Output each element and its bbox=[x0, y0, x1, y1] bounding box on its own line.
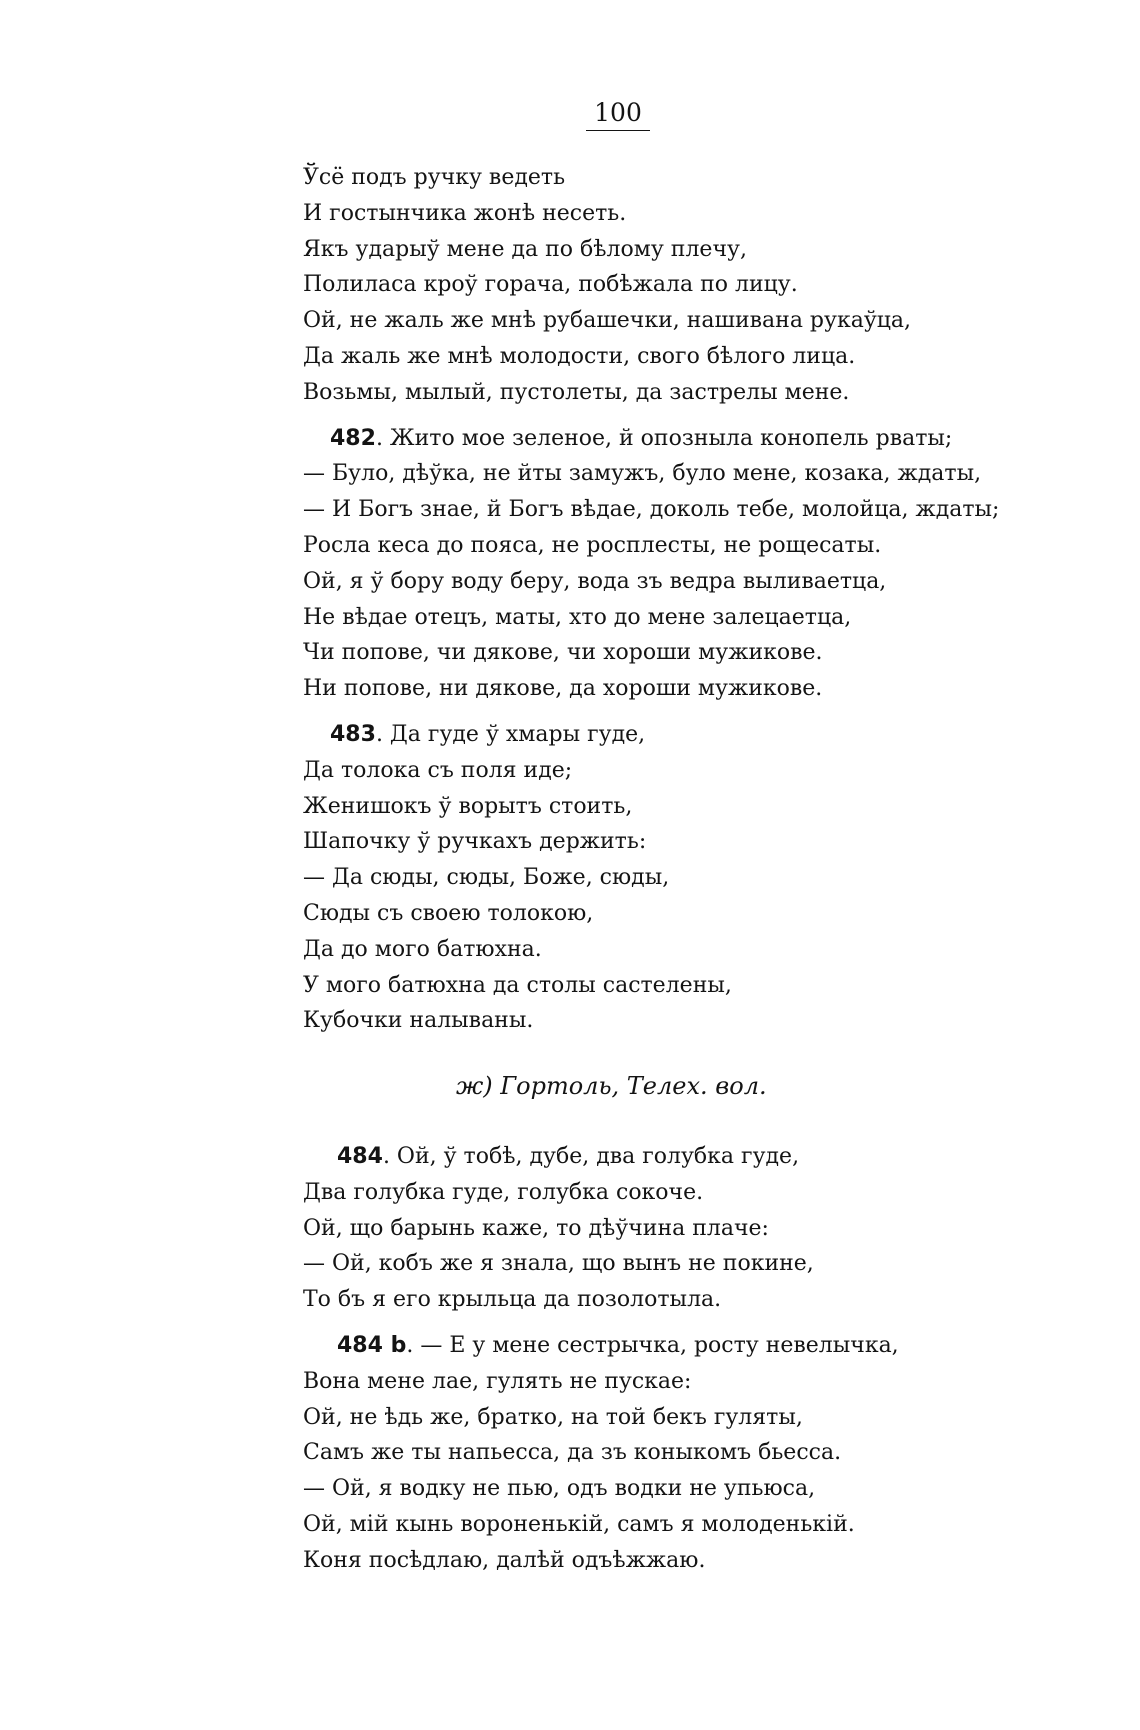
verse-line: — Ой, кобъ же я знала, що вынъ не покине, bbox=[303, 1251, 814, 1277]
stanza-number: 484 bbox=[337, 1143, 383, 1169]
stanza-number: 484 b bbox=[337, 1332, 407, 1358]
verse-line: Да жаль же мнѣ молодости, свого бѣлого лица. bbox=[303, 343, 856, 369]
verse-line: Ўсё подъ ручку ведеть bbox=[303, 165, 566, 190]
stanza-number: 482 bbox=[330, 425, 376, 451]
verse-line: — Ой, я водку не пью, одъ водки не упьюса, bbox=[303, 1476, 816, 1502]
verse-line: Да до мого батюхна. bbox=[303, 936, 542, 962]
verse-line: Ни попове, ни дякове, да хороши мужикове. bbox=[303, 676, 823, 702]
verse-line: Сюды съ своею толокою, bbox=[303, 900, 594, 926]
verse-line: И гостынчика жонѣ несеть. bbox=[303, 200, 627, 226]
stanza-484b bbox=[303, 1328, 1103, 1579]
text-block bbox=[303, 160, 1103, 1578]
page-number: 100 bbox=[586, 98, 650, 131]
verse-line: Вона мене лае, гулять не пускае: bbox=[303, 1368, 692, 1394]
verse-line: Коня посѣдлаю, далѣй одъѣжжаю. bbox=[303, 1547, 706, 1573]
verse-first-line bbox=[303, 1139, 1103, 1175]
verse-line: Якъ ударыў мене да по бѣлому плечу, bbox=[303, 236, 747, 262]
verse-line: Ой, я ў бору воду беру, вода зъ ведра выливаетца, bbox=[303, 568, 887, 594]
verse-first-line bbox=[303, 717, 1103, 753]
verse-line: Возьмы, мылый, пустолеты, да застрелы мене. bbox=[303, 379, 850, 405]
stanza-484 bbox=[303, 1139, 1103, 1318]
verse-line: Ой, не ѣдь же, братко, на той бекъ гуляты, bbox=[303, 1404, 803, 1430]
verse-line: Ой, не жаль же мнѣ рубашечки, нашивана рукаўца, bbox=[303, 308, 912, 334]
verse-line: Полиласа кроў горача, побѣжала по лицу. bbox=[303, 272, 798, 298]
verse-line: — Да сюды, сюды, Боже, сюды, bbox=[303, 865, 670, 891]
stanza-483 bbox=[303, 717, 1103, 1039]
verse-text: . Жито мое зеленое, й опозныла конопель рваты; bbox=[375, 425, 953, 451]
verse-line: Ой, що барынь каже, то дѣўчина плаче: bbox=[303, 1215, 769, 1241]
verse-text: . Да гуде ў хмары гуде, bbox=[375, 721, 646, 747]
verse-line: — Було, дѣўка, не йты замужъ, було мене, козака, ждаты, bbox=[303, 461, 982, 487]
verse-text: . Ой, ў тобѣ, дубе, два голубка гуде, bbox=[382, 1143, 800, 1169]
verse-line: Два голубка гуде, голубка сокоче. bbox=[303, 1179, 704, 1205]
verse-line: У мого батюхна да столы састелены, bbox=[303, 972, 732, 998]
verse-line: Ой, мiй кынь вороненькiй, самъ я молоденькiй. bbox=[303, 1511, 855, 1537]
verse-first-line bbox=[303, 421, 1103, 457]
verse-line: Росла кеса до пояса, не росплесты, не рощесаты. bbox=[303, 532, 882, 558]
verse-text: . — Е у мене сестрычка, росту невелычка, bbox=[406, 1332, 899, 1358]
verse-line: Самъ же ты напьесса, да зъ коныкомъ бьесса. bbox=[303, 1440, 842, 1466]
verse-line: То бъ я его крыльца да позолотыла. bbox=[303, 1287, 722, 1313]
verse-line: Женишокъ ў ворытъ стоить, bbox=[303, 793, 633, 819]
verse-line: Шапочку ў ручкахъ держить: bbox=[303, 829, 647, 855]
stanza-intro bbox=[303, 160, 1103, 411]
verse-line: Чи попове, чи дякове, чи хороши мужикове. bbox=[303, 640, 823, 666]
verse-line: — И Богъ знае, й Богъ вѣдае, доколь тебе, молойца, ждаты; bbox=[303, 497, 1000, 523]
section-heading: ж) Гортоль, Телех. вол. bbox=[456, 1072, 767, 1101]
verse-line: Не вѣдае отецъ, маты, хто до мене залецаетца, bbox=[303, 604, 852, 630]
stanza-482 bbox=[303, 421, 1103, 707]
verse-line: Кубочки налываны. bbox=[303, 1008, 534, 1034]
stanza-number: 483 bbox=[330, 721, 376, 747]
verse-line: Да толока съ поля иде; bbox=[303, 757, 573, 783]
verse-first-line bbox=[303, 1328, 1103, 1364]
